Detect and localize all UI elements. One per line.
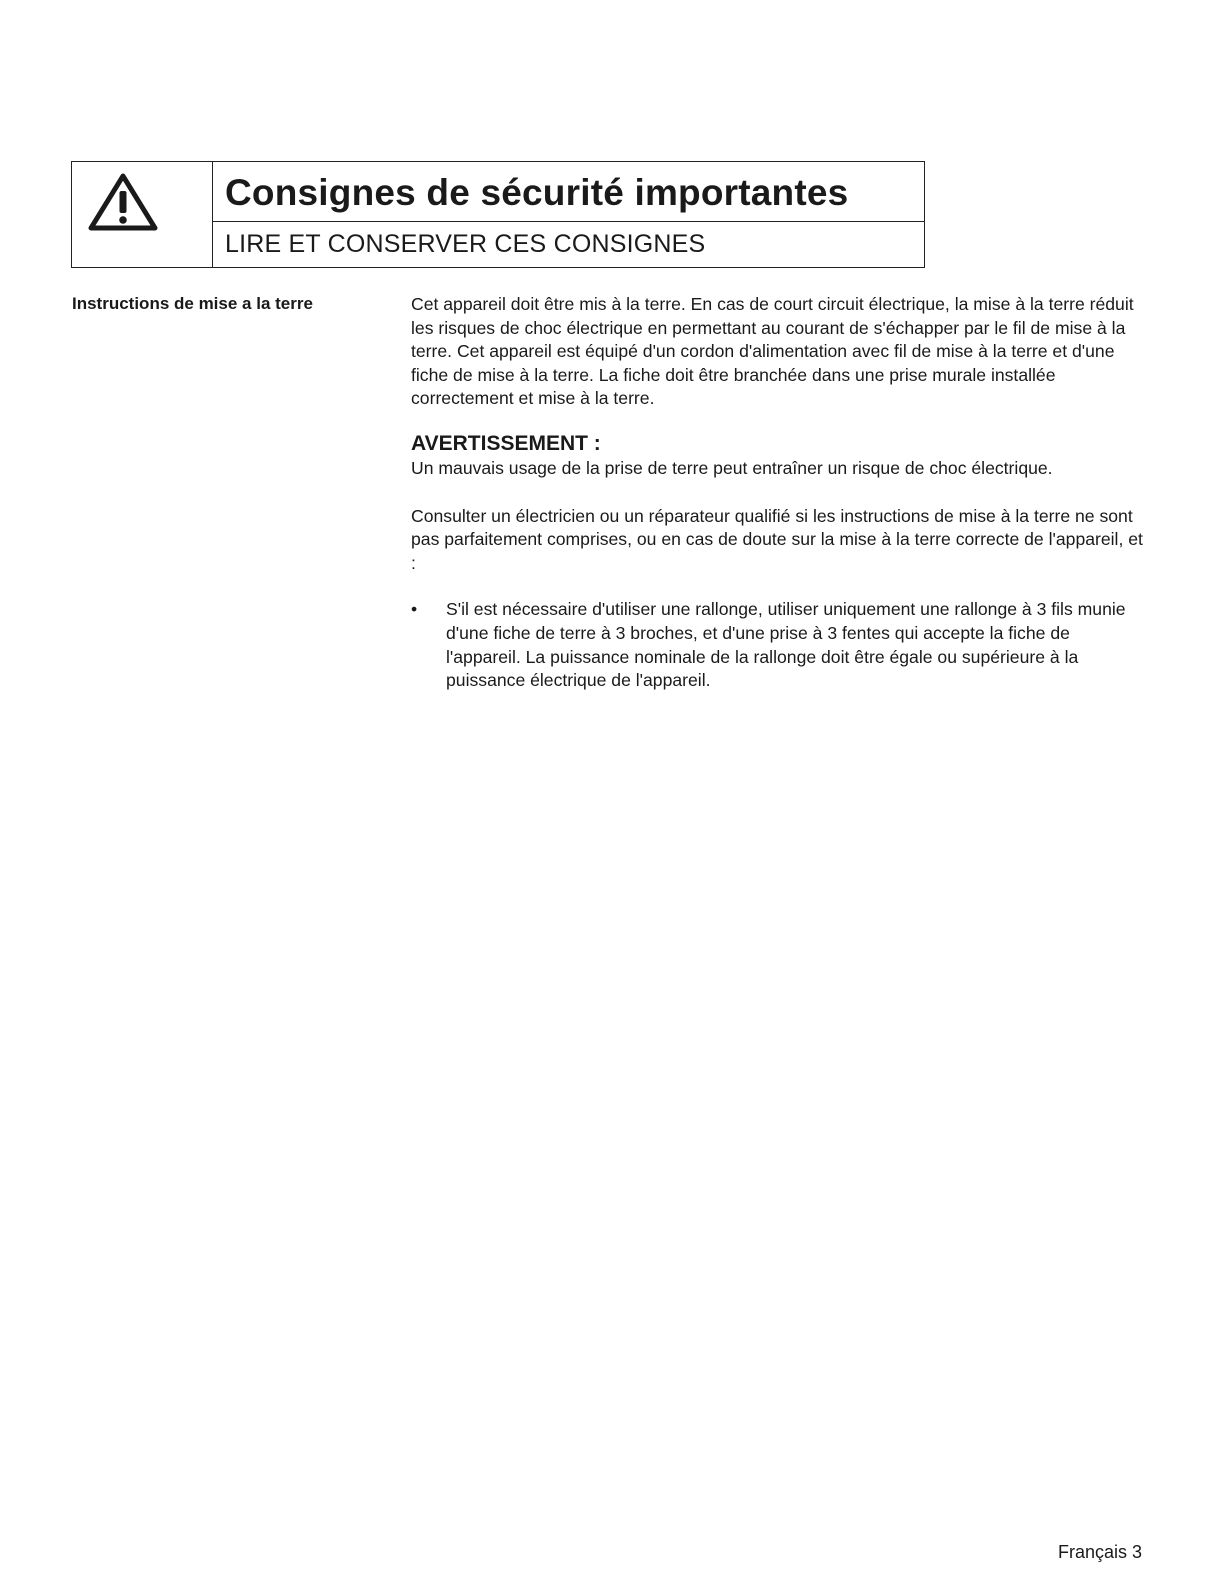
bullet-marker: • (411, 599, 418, 620)
section-heading: Instructions de mise a la terre (72, 294, 313, 313)
warning-triangle-icon (87, 171, 159, 233)
intro-paragraph: Cet appareil doit être mis à la terre. En cas de court circuit électrique, la mise à la terre réduit les risques de choc électrique en permettant au courant de s'échapper par le fil de mise à la terre. Cet appareil est équipé d'un cordon d'alimentation avec fil de mise à la terre et d'une fiche de mise à la terre. La fiche doit être branchée dans une prise murale installée correctement et mise à la terre. (411, 294, 1134, 409)
consult-paragraph: Consulter un électricien ou un réparateur qualifié si les instructions de mise à la terre ne sont pas parfaitement comprises, ou en cas de doute sur la mise à la terre correcte de l'appareil, et : (411, 505, 1143, 573)
subtitle-row (213, 222, 924, 267)
warning-icon-cell (72, 162, 213, 267)
list-item (411, 598, 1146, 692)
page-title: Consignes de sécurité importantes (225, 172, 849, 213)
title-row (213, 162, 924, 222)
safety-header (71, 161, 925, 268)
page-subtitle: LIRE ET CONSERVER CES CONSIGNES (225, 230, 706, 258)
page-footer: Français 3 (1057, 1542, 1142, 1562)
list-item-text: S'il est nécessaire d'utiliser une rallonge, utiliser uniquement une rallonge à 3 fils munie d'une fiche de terre à 3 broches, et d'une prise à 3 fentes qui accepte la fiche de l'appareil. La puissance nominale de la rallonge doit être égale ou supérieure à la puissance électrique de l'appareil. (446, 599, 1126, 691)
bullet-list (411, 598, 1146, 692)
header-title-cell (213, 162, 924, 267)
warning-paragraph: Un mauvais usage de la prise de terre peut entraîner un risque de choc électrique. (411, 457, 1053, 478)
section-content (411, 293, 1146, 693)
warning-title: AVERTISSEMENT : (411, 431, 601, 455)
